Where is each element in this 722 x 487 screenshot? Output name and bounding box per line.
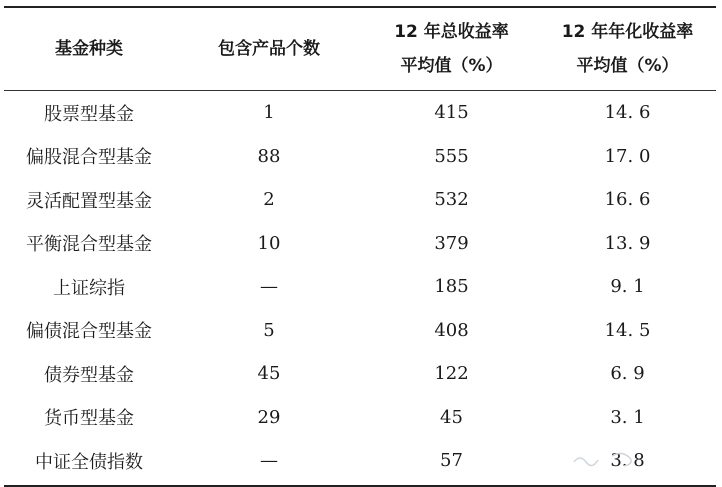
fund-returns-table xyxy=(4,6,716,487)
cell-fund-type: 偏债混合型基金 xyxy=(26,321,152,343)
cell-annualized-return: 13. 9 xyxy=(604,232,651,254)
cell-fund-type: 上证综指 xyxy=(53,277,125,299)
cell-product-count: 10 xyxy=(257,232,281,254)
cell-fund-type: 债券型基金 xyxy=(44,364,134,386)
cell-product-count: 5 xyxy=(263,319,275,341)
cell-total-return: 122 xyxy=(434,363,469,385)
cell-product-count: 1 xyxy=(263,102,275,124)
table-row xyxy=(4,222,716,266)
cell-annualized-return: 3. 1 xyxy=(610,406,645,428)
cell-product-count: 45 xyxy=(257,363,281,385)
cell-total-return: 185 xyxy=(434,276,469,298)
cell-annualized-return: 17. 0 xyxy=(604,145,651,167)
cell-total-return: 532 xyxy=(434,189,469,211)
cell-product-count: 2 xyxy=(263,189,275,211)
cell-fund-type: 股票型基金 xyxy=(44,103,134,125)
cell-product-count: — xyxy=(260,450,278,472)
header-fund-type: 基金种类 xyxy=(55,39,123,59)
table-row xyxy=(4,91,716,135)
table-row xyxy=(4,396,716,440)
table-body xyxy=(4,91,716,485)
header-product-count: 包含产品个数 xyxy=(218,39,320,59)
cell-fund-type: 偏股混合型基金 xyxy=(26,147,152,169)
cell-annualized-return: 3. 8 xyxy=(610,450,645,472)
cell-fund-type: 中证全债指数 xyxy=(35,451,143,473)
cell-product-count: — xyxy=(260,276,278,298)
cell-fund-type: 平衡混合型基金 xyxy=(26,234,152,256)
table-row xyxy=(4,439,716,483)
header-annualized-return: 12 年年化收益率 平均值（%） xyxy=(561,22,694,76)
table-row xyxy=(4,352,716,396)
table-header-row xyxy=(4,8,716,90)
table-bottom-rule xyxy=(4,485,716,487)
cell-fund-type: 灵活配置型基金 xyxy=(26,190,152,212)
table-row xyxy=(4,309,716,353)
cell-total-return: 45 xyxy=(440,406,463,428)
table-row xyxy=(4,135,716,179)
cell-product-count: 29 xyxy=(257,406,281,428)
cell-annualized-return: 6. 9 xyxy=(610,363,645,385)
cell-product-count: 88 xyxy=(257,145,281,167)
cell-total-return: 57 xyxy=(440,450,463,472)
cell-total-return: 379 xyxy=(434,232,469,254)
table-row xyxy=(4,265,716,309)
header-total-return: 12 年总收益率 平均值（%） xyxy=(394,22,509,76)
cell-total-return: 408 xyxy=(434,319,469,341)
cell-total-return: 555 xyxy=(434,145,469,167)
cell-fund-type: 货币型基金 xyxy=(44,408,134,430)
cell-annualized-return: 14. 6 xyxy=(604,102,651,124)
cell-annualized-return: 14. 5 xyxy=(604,319,651,341)
cell-annualized-return: 16. 6 xyxy=(604,189,651,211)
cell-total-return: 415 xyxy=(434,102,469,124)
cell-annualized-return: 9. 1 xyxy=(610,276,645,298)
table-row xyxy=(4,178,716,222)
